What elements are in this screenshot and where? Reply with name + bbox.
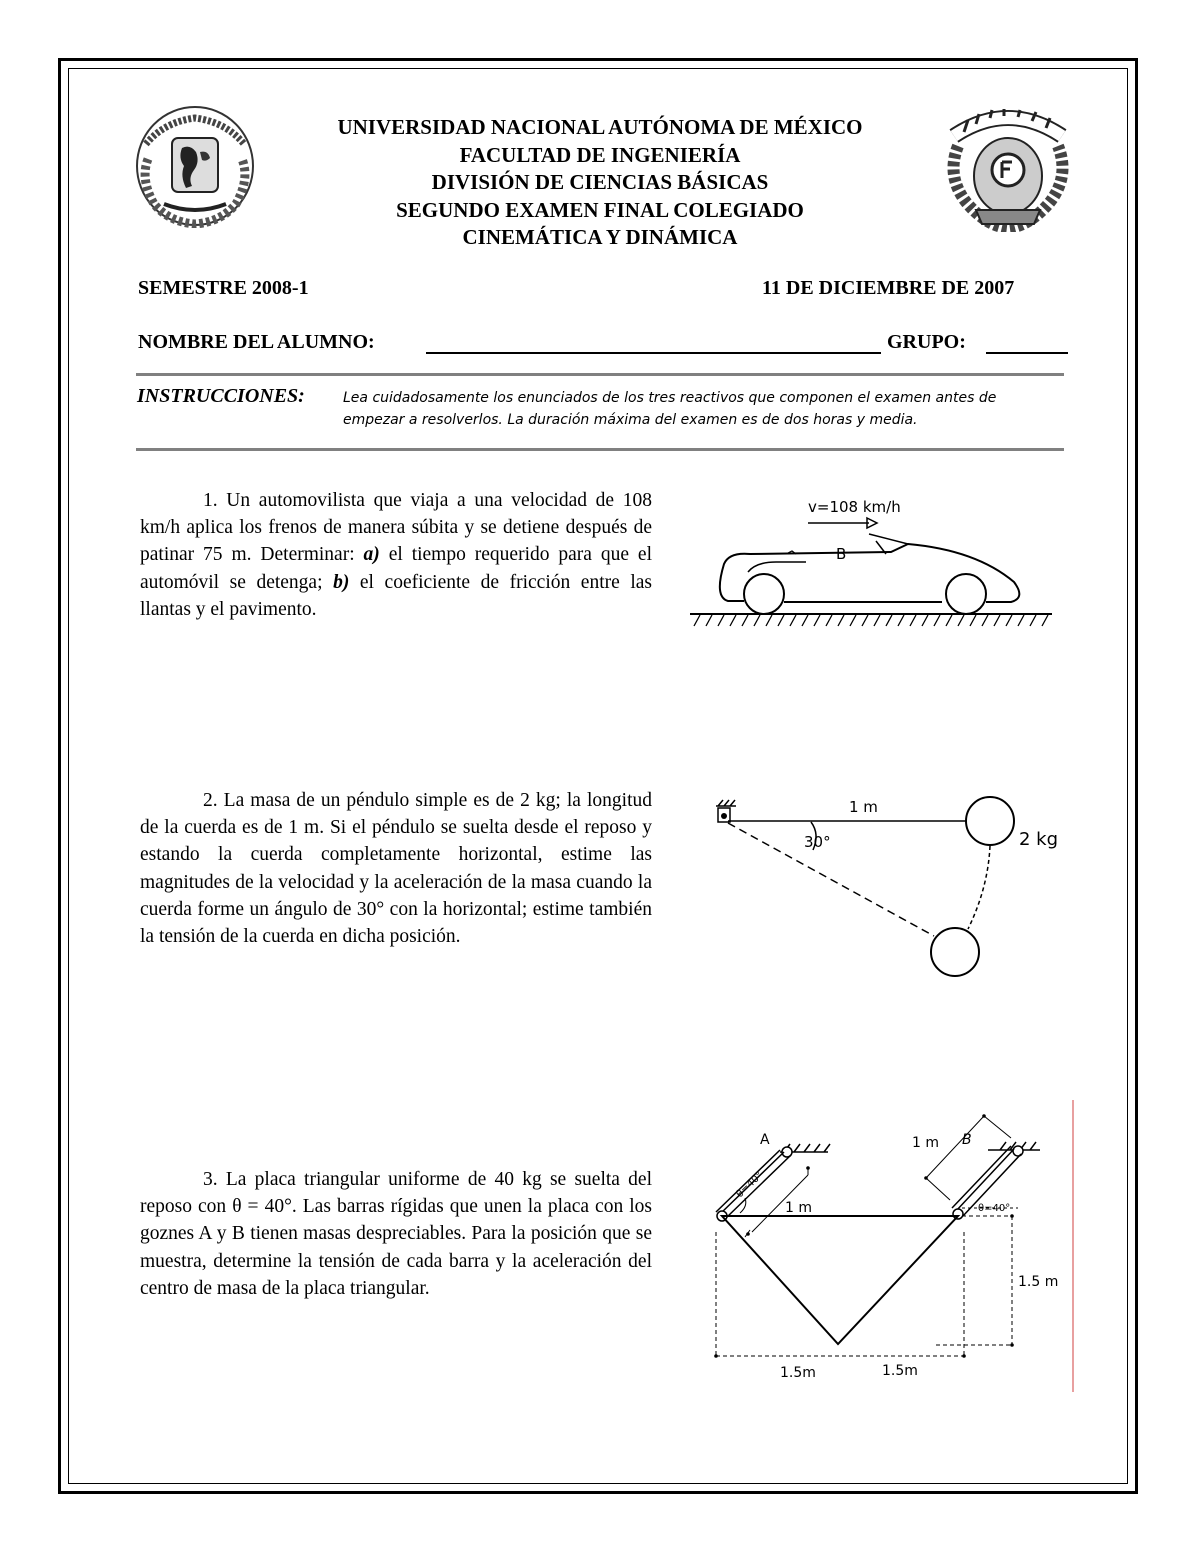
problem-1 [140, 487, 652, 623]
bar-length-label: 1 m [912, 1135, 939, 1151]
problem-1-text-c: el coeficiente de fricción entre las llantas y el pavimento. [140, 571, 652, 620]
unam-seal-logo [134, 104, 256, 228]
dim-dot [924, 1176, 928, 1180]
pivot-support [716, 800, 736, 806]
dim-dot [746, 1232, 750, 1236]
rule-top [136, 373, 1064, 376]
hinge-b-label: B [962, 1132, 972, 1148]
problem-1-text-b: el tiempo requerido para que el automóvil se detenga; [140, 544, 652, 593]
instructions-text-line1: Lea cuidadosamente los enunciados de los tres reactivos que componen el examen antes de [343, 390, 997, 406]
pendulum-mass-initial [966, 797, 1014, 845]
car-door-line [748, 562, 806, 572]
theta-right-label: θ=40° [978, 1203, 1011, 1214]
dim-dot [1010, 1343, 1014, 1347]
bar-b-dimension [926, 1116, 1011, 1200]
problem-1-text-a: 1. Un automovilista que viaja a una velocidad de 108 km/h aplica los frenos de manera súbita y se detiene después de patinar 75 m. Determinar: [140, 490, 652, 566]
windshield [869, 534, 908, 554]
dim-dot [982, 1114, 986, 1118]
problem-2 [140, 787, 652, 950]
semester-label: SEMESTRE 2008-1 [138, 277, 309, 299]
exam-header [260, 114, 940, 252]
dim-dot [1010, 1214, 1014, 1218]
header-university: UNIVERSIDAD NACIONAL AUTÓNOMA DE MÉXICO [337, 115, 863, 139]
dim-dot [962, 1354, 966, 1358]
car-point-label: B [836, 545, 847, 563]
theta-left-label: θ=40° [734, 1169, 766, 1201]
half-width-left-label: 1.5m [780, 1365, 816, 1381]
problem-1-part-b-label: b) [333, 571, 350, 593]
pendulum-mass-label: 2 kg [1019, 829, 1059, 850]
pendulum-figure [706, 788, 1080, 984]
half-width-right-label: 1.5m [882, 1363, 918, 1379]
group-label: GRUPO: [887, 331, 966, 353]
instructions-label: INSTRUCCIONES: [137, 385, 305, 407]
problem-2-text: 2. La masa de un péndulo simple es de 2 kg; la longitud de la cuerda es de 1 m. Si el péndulo se suelta desde el reposo y estando la cuerda completamente horizontal, estime las magnitudes de la velocidad y la aceleración de la masa cuando la cuerda forme un ángulo de 30° con la horizontal; estime también la tensión de la cuerda en dicha posición. [140, 790, 652, 948]
velocity-label: v=108 km/h [808, 498, 901, 516]
header-division: DIVISIÓN DE CIENCIAS BÁSICAS [431, 170, 769, 194]
dim-dot [714, 1354, 718, 1358]
header-exam-title: SEGUNDO EXAMEN FINAL COLEGIADO [396, 197, 804, 222]
triangular-plate-figure [700, 1100, 1080, 1400]
dim-dot [806, 1166, 810, 1170]
ingenieria-seal-logo [946, 106, 1070, 232]
problem-3-text: 3. La placa triangular uniforme de 40 kg se suelta del reposo con θ = 40°. Las barras rígidas que unen la placa con los goznes A y B tienen masas despreciables. Para la posición que se muestra, determine la tensión de cada barra y la aceleración del centro de masa de la placa triangular. [140, 1169, 652, 1299]
pendulum-length-label: 1 m [849, 798, 878, 816]
pendulum-mass-final [931, 928, 979, 976]
ground-hatching [694, 615, 1048, 626]
triangular-plate [722, 1216, 958, 1344]
pivot-point [721, 813, 727, 819]
student-name-label: NOMBRE DEL ALUMNO: [138, 331, 375, 353]
problem-3 [140, 1166, 652, 1302]
inclined-string [728, 823, 934, 936]
hinge-a-label: A [760, 1132, 770, 1148]
student-name-field[interactable] [426, 352, 881, 354]
pendulum-angle-label: 30° [804, 833, 831, 851]
top-length-label: 1 m [785, 1200, 812, 1216]
problem-1-part-a-label: a) [363, 544, 380, 566]
rear-wheel [744, 574, 784, 614]
header-subject: CINEMÁTICA Y DINÁMICA [462, 225, 738, 249]
pendulum-trajectory [968, 846, 990, 929]
car-figure [686, 494, 1056, 630]
rule-bottom [136, 448, 1064, 451]
exam-date: 11 DE DICIEMBRE DE 2007 [762, 277, 1015, 299]
front-wheel [946, 574, 986, 614]
group-field[interactable] [986, 352, 1068, 354]
bar-b-pin [953, 1209, 963, 1219]
instructions-text-line2: empezar a resolverlos. La duración máxima del examen es de dos horas y media. [343, 412, 918, 428]
header-faculty: FACULTAD DE INGENIERÍA [459, 142, 741, 167]
height-label: 1.5 m [1018, 1274, 1059, 1290]
